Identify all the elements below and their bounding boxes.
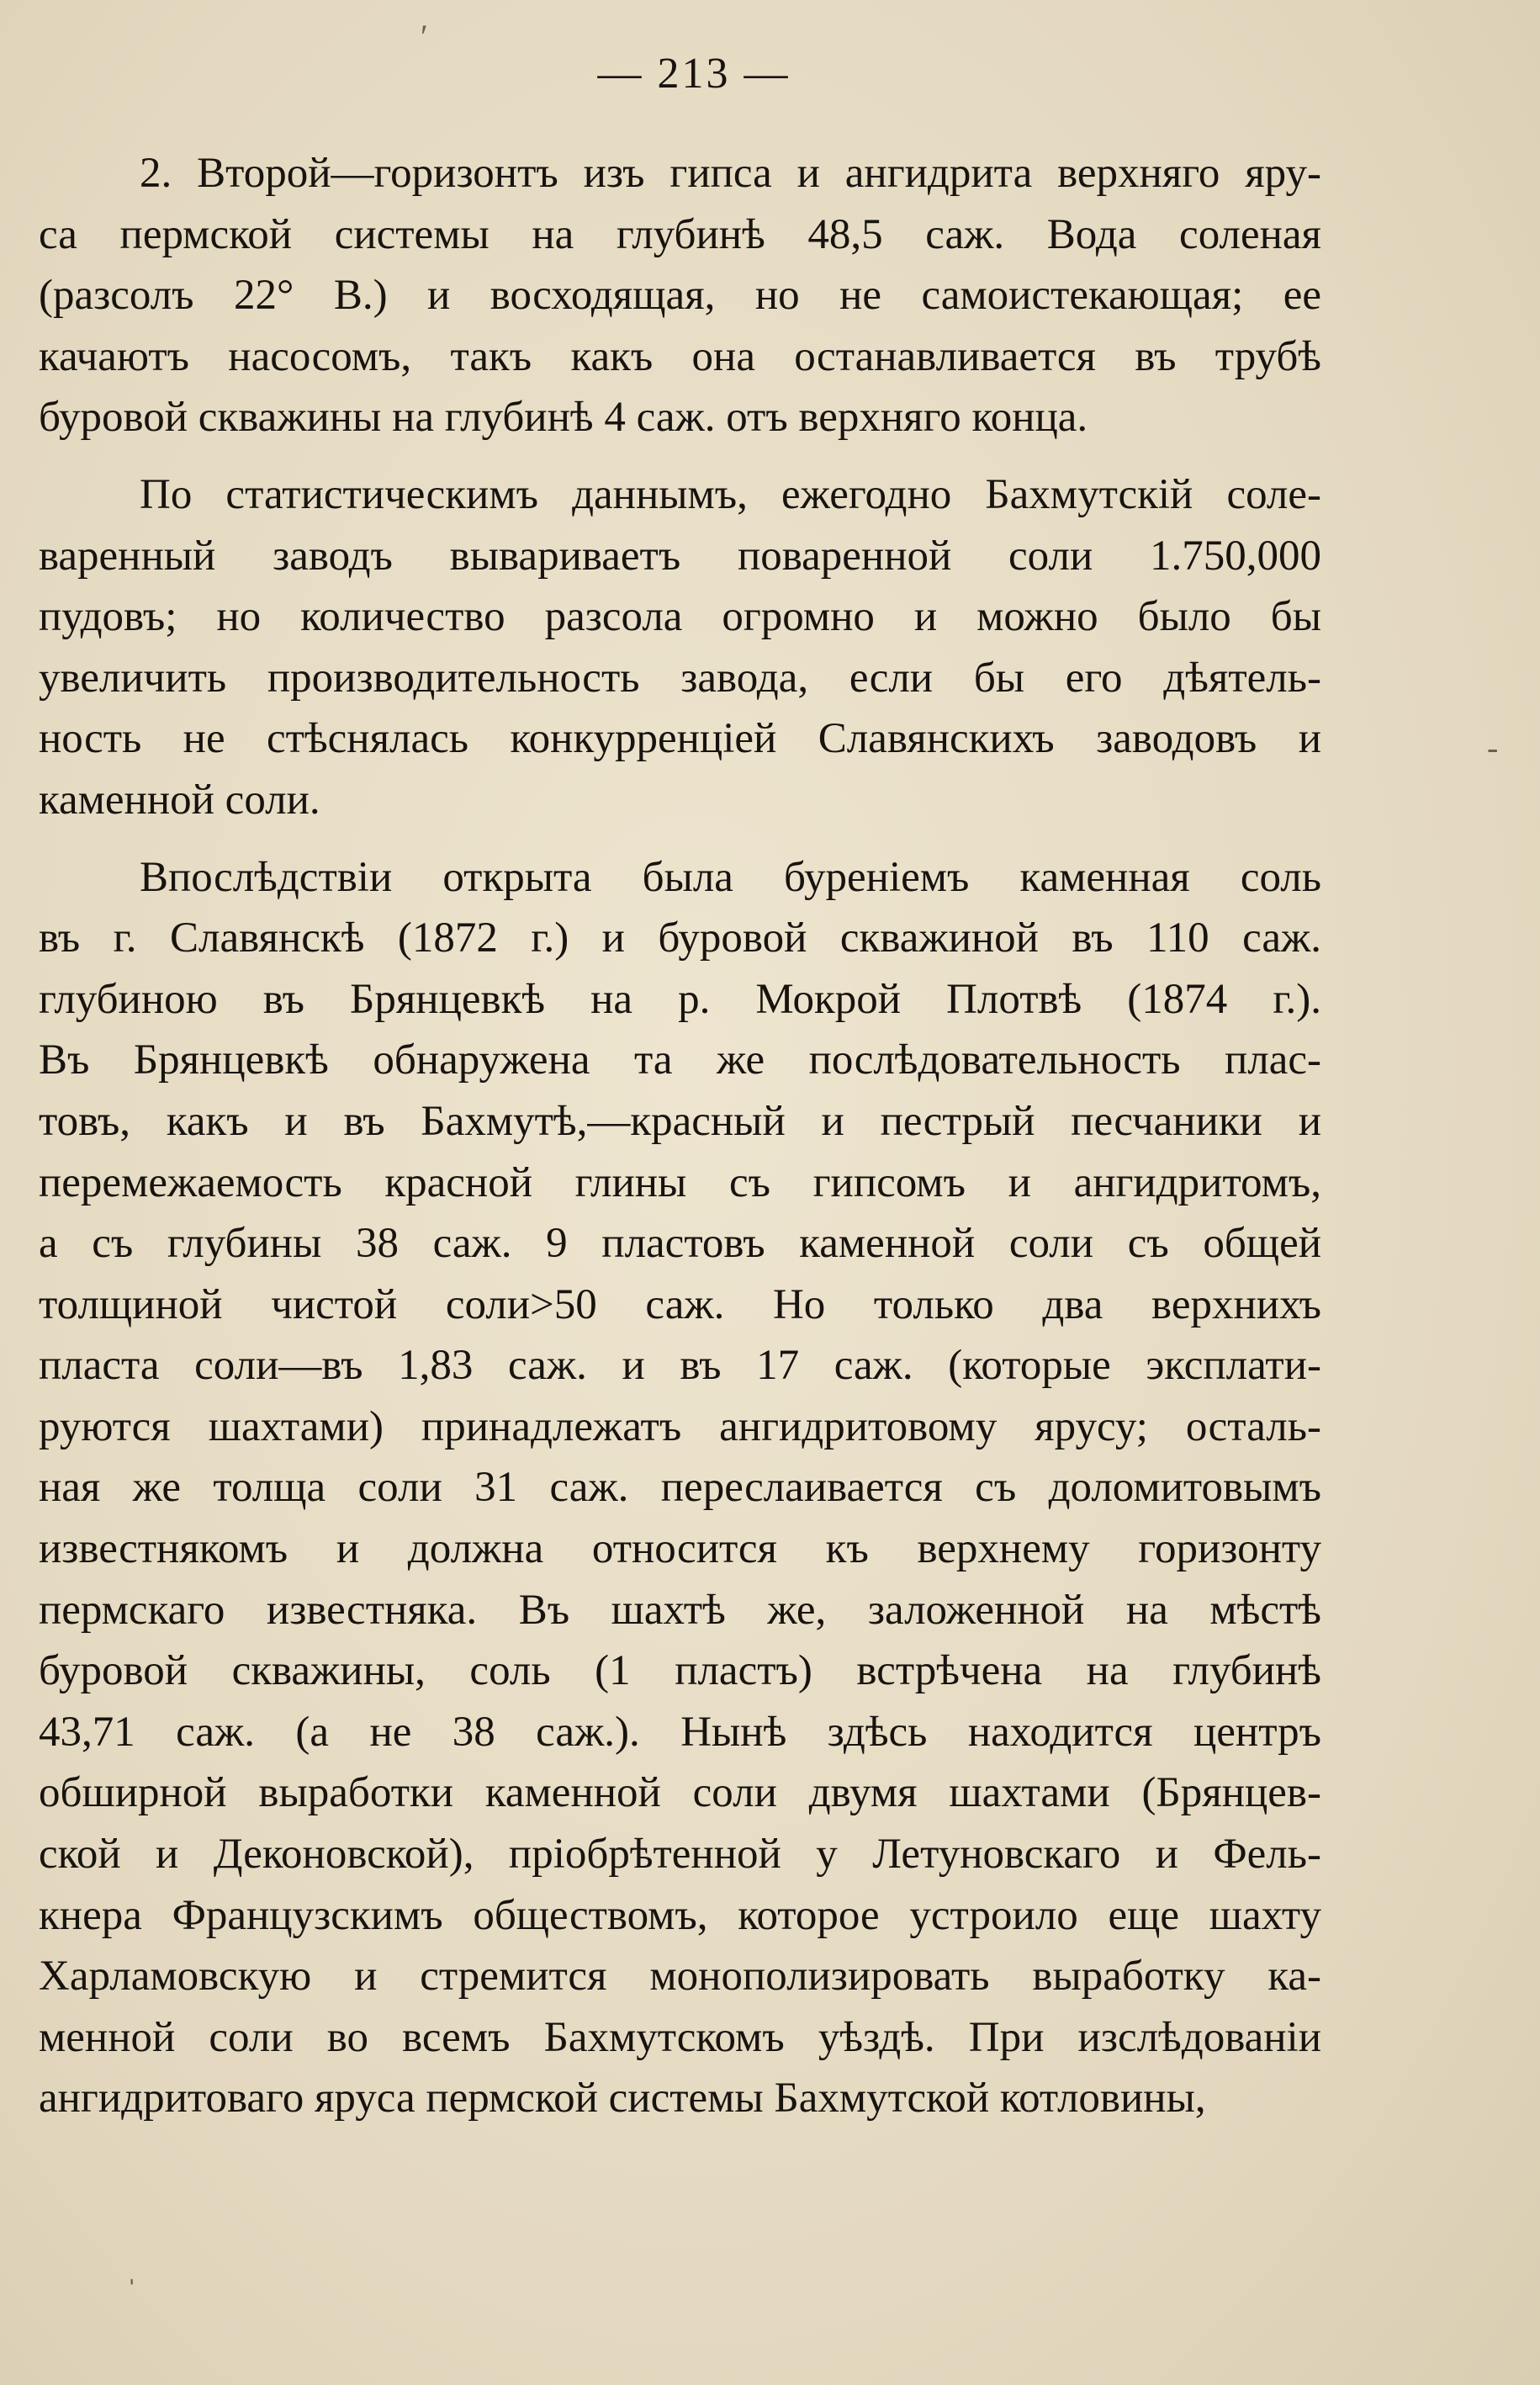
body-text [39,143,1321,2145]
text-line: 2. Второй—горизонтъ изъ гипса и ангидрита верхняго яру- [140,150,1321,197]
text-line: кнера Французскимъ обществомъ, которое устроило еще шахту [39,1891,1321,1939]
text-line: перемежаемость красной глины съ гипсомъ и ангидритомъ, [39,1158,1321,1206]
text-line: Харламовскую и стремится монополизировать выработку ка- [39,1953,1321,2001]
text-line: руются шахтами) принадлежатъ ангидритовому ярусу; осталь- [39,1402,1321,1450]
text-line: ная же толща соли 31 саж. переслаивается съ доломитовымъ [39,1464,1321,1512]
text-line: товъ, какъ и въ Бахмутѣ,—красный и пестрый песчаники и [39,1097,1321,1145]
margin-dash-mark: - [1487,729,1499,766]
text-line: а съ глубины 38 саж. 9 пластовъ каменной соли съ общей [39,1220,1321,1268]
text-line: ской и Деконовской), пріобрѣтенной у Летуновскаго и Фель- [39,1831,1321,1879]
text-line: варенный заводъ вывариваетъ поваренной соли 1.750,000 [39,532,1321,580]
text-line: (разсолъ 22° В.) и восходящая, но не самоистекающая; ее [39,272,1321,320]
text-line: каменной соли. [39,776,320,824]
text-line: По статистическимъ даннымъ, ежегодно Бахмутскій соле- [140,470,1321,518]
text-line: ность не стѣснялась конкурренціей Славянскихъ заводовъ и [39,715,1321,763]
text-line: пудовъ; но количество разсола огромно и можно было бы [39,593,1321,641]
margin-mark: ′ [421,18,428,56]
text-line: Впослѣдствіи открыта была буреніемъ каменная соль [140,853,1321,901]
text-line: менной соли во всемъ Бахмутскомъ уѣздѣ. При изслѣдованіи [39,2013,1321,2061]
text-line: глубиною въ Брянцевкѣ на р. Мокрой Плотвѣ (1874 г.). [39,975,1321,1023]
page-number: — 213 — [597,50,791,98]
text-line: обширной выработки каменной соли двумя шахтами (Брянцев- [39,1769,1321,1817]
text-line: толщиной чистой соли>50 саж. Но только два верхнихъ [39,1280,1321,1328]
text-line: 43,71 саж. (а не 38 саж.). Нынѣ здѣсь находится центръ [39,1708,1321,1756]
text-line: пермскаго известняка. Въ шахтѣ же, заложенной на мѣстѣ [39,1586,1321,1634]
text-line: са пермской системы на глубинѣ 48,5 саж. Вода соленая [39,210,1321,258]
text-line: увеличить производительность завода, если бы его дѣятель- [39,654,1321,702]
paragraph-2 [39,464,1321,831]
margin-mark: ˈ [126,2272,138,2310]
text-line: пласта соли—въ 1,83 саж. и въ 17 саж. (которые эксплати- [39,1342,1321,1390]
paragraph-3 [39,847,1321,2129]
text-line: въ г. Славянскѣ (1872 г.) и буровой скважиной въ 110 саж. [39,914,1321,962]
text-line: ангидритоваго яруса пермской системы Бахмутской котловины, [39,2075,1206,2123]
paragraph-1 [39,143,1321,448]
text-line: буровой скважины, соль (1 пластъ) встрѣчена на глубинѣ [39,1647,1321,1695]
text-line: качаютъ насосомъ, такъ какъ она останавливается въ трубѣ [39,332,1321,380]
text-line: Въ Брянцевкѣ обнаружена та же послѣдовательность плас- [39,1036,1321,1084]
text-line: буровой скважины на глубинѣ 4 саж. отъ верхняго конца. [39,394,1088,442]
text-line: известнякомъ и должна относится къ верхнему горизонту [39,1525,1321,1573]
